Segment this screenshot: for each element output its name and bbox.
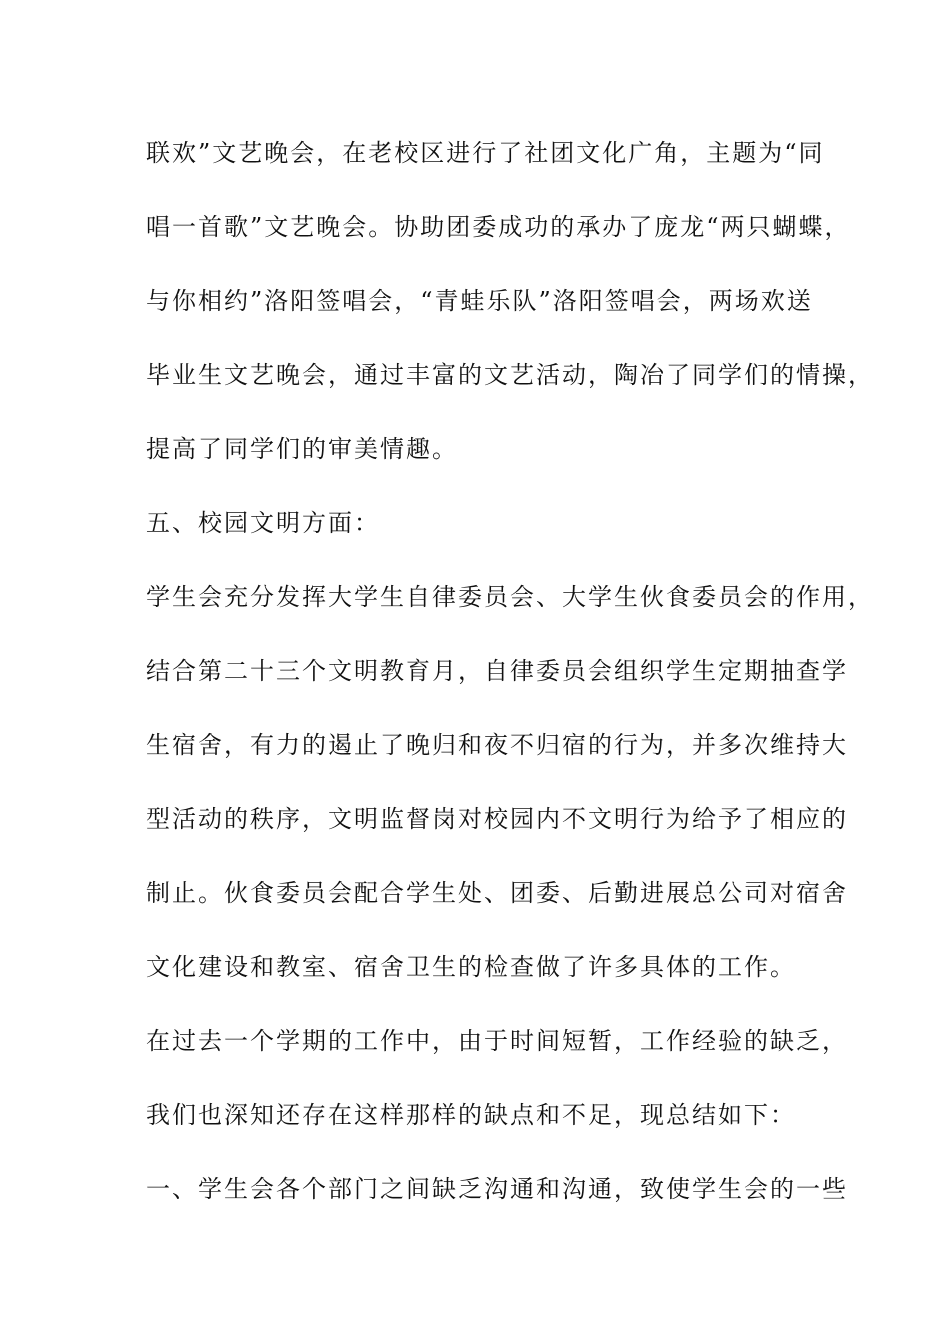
text-line-9: 生宿舍，有力的遏止了晚归和夜不归宿的行为，并多次维持大 — [146, 731, 848, 759]
text-line-5: 提高了同学们的审美情趣。 — [146, 435, 458, 463]
text-line-2: 唱一首歌”文艺晚会。协助团委成功的承办了庞龙“两只蝴蝶， — [146, 213, 851, 241]
text-line-15: 一、学生会各个部门之间缺乏沟通和沟通，致使学生会的一些 — [146, 1175, 848, 1203]
text-line-8: 结合第二十三个文明教育月，自律委员会组织学生定期抽查学 — [146, 657, 848, 685]
section-heading-campus-civility: 五、校园文明方面： — [146, 509, 380, 537]
text-line-7: 学生会充分发挥大学生自律委员会、大学生伙食委员会的作用， — [146, 583, 874, 611]
text-line-14: 我们也深知还存在这样那样的缺点和不足，现总结如下： — [146, 1101, 796, 1129]
text-line-3: 与你相约”洛阳签唱会，“青蛙乐队”洛阳签唱会，两场欢送 — [146, 287, 813, 315]
text-line-4: 毕业生文艺晚会，通过丰富的文艺活动，陶冶了同学们的情操， — [146, 361, 874, 389]
text-line-13: 在过去一个学期的工作中，由于时间短暂，工作经验的缺乏， — [146, 1027, 848, 1055]
text-line-10: 型活动的秩序，文明监督岗对校园内不文明行为给予了相应的 — [146, 805, 848, 833]
document-body — [146, 128, 874, 1238]
text-line-12: 文化建设和教室、宿舍卫生的检查做了许多具体的工作。 — [146, 953, 796, 981]
text-line-11: 制止。伙食委员会配合学生处、团委、后勤进展总公司对宿舍 — [146, 879, 848, 907]
text-line-1: 联欢”文艺晚会，在老校区进行了社团文化广角，主题为“同 — [146, 139, 825, 167]
